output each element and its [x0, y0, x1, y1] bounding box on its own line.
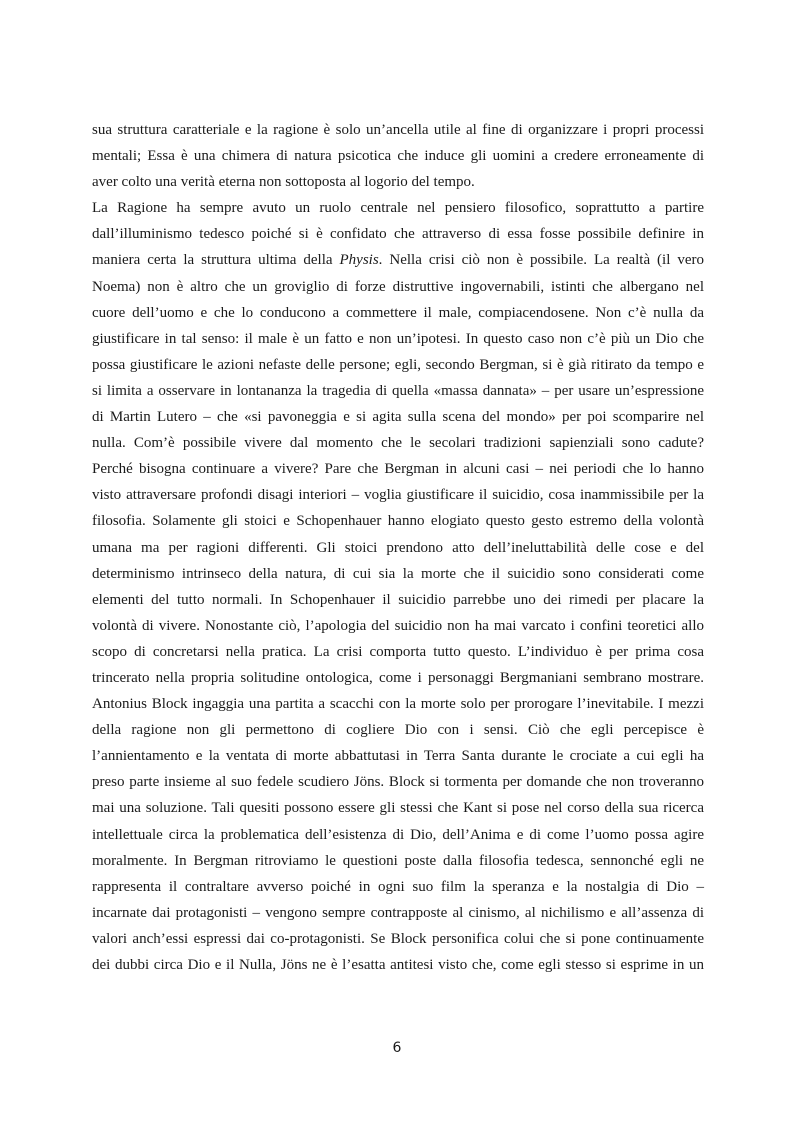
text-line: volontà di vivere. Nonostante ciò, l’apologia del suicidio non ha mai varcato i confini teoretici allo	[92, 617, 704, 634]
text-line: elementi del tutto normali. In Schopenhauer il suicidio parrebbe uno dei rimedi per placare la	[92, 591, 704, 608]
text-line: aver colto una verità eterna non sottoposta al logorio del tempo.	[92, 174, 475, 191]
text-line: umana ma per ragioni differenti. Gli stoici prendono atto dell’ineluttabilità delle cose e del	[92, 539, 704, 556]
text-line: incarnate dai protagonisti – vengono sempre contrapposte al cinismo, al nichilismo e all’assenza di	[92, 904, 704, 921]
text-line: La Ragione ha sempre avuto un ruolo centrale nel pensiero filosofico, soprattutto a partire	[92, 200, 704, 217]
text-line: della ragione non gli permettono di cogliere Dio con i sensi. Ciò che egli percepisce è	[92, 722, 704, 739]
text-line: filosofia. Solamente gli stoici e Schopenhauer hanno elogiato questo gesto estremo della volontà	[92, 513, 704, 530]
text-fragment: . Nella crisi ciò non è possibile. La realtà (il vero	[378, 252, 705, 269]
text-line: Antonius Block ingaggia una partita a scacchi con la morte solo per prorogare l’inevitabile. I mezzi	[92, 696, 704, 713]
text-line: mentali; Essa è una chimera di natura psicotica che induce gli uomini a credere erroneamente di	[92, 148, 704, 165]
text-line: mai una soluzione. Tali quesiti possono essere gli stessi che Kant si pose nel corso della sua ricerca	[92, 800, 704, 817]
body-text	[92, 117, 704, 978]
text-line: dall’illuminismo tedesco poiché si è confidato che attraverso di essa fosse possibile definire in	[92, 226, 704, 243]
text-line: visto attraversare profondi disagi interiori – voglia giustificare il suicidio, cosa inammissibile per la	[92, 487, 704, 504]
physis-term: Physis	[339, 252, 379, 269]
text-fragment: maniera certa la struttura ultima della	[92, 252, 340, 269]
text-line: trincerato nella propria solitudine ontologica, come i personaggi Bergmaniani sembrano mostrare.	[92, 669, 704, 686]
text-line: Noema) non è altro che un groviglio di forze distruttive ingovernabili, istinti che albergano nel	[92, 278, 704, 295]
text-line: dei dubbi circa Dio e il Nulla, Jöns ne è l’esatta antitesi visto che, come egli stesso si esprime in un	[92, 957, 704, 973]
text-line: valori anch’essi espressi dai co-protagonisti. Se Block personifica colui che si pone continuamente	[92, 930, 704, 947]
page-number: 6	[392, 1040, 402, 1056]
text-line: preso parte insieme al suo fedele scudiero Jöns. Block si tormenta per domande che non troveranno	[92, 774, 704, 791]
text-line: possa giustificare le azioni nefaste delle persone; egli, secondo Bergman, si è già ritirato da tempo e	[92, 356, 704, 373]
text-line: sua struttura caratteriale e la ragione è solo un’ancella utile al fine di organizzare i propri processi	[92, 122, 704, 138]
text-line: giustificare in tal senso: il male è un fatto e non un’ipotesi. In questo caso non c’è più un Dio che	[92, 330, 704, 347]
text-line: di Martin Lutero – che «si pavoneggia e si agita sulla scena del mondo» per poi scomparire nel	[92, 409, 704, 426]
text-line: moralmente. In Bergman ritroviamo le questioni poste dalla filosofia tedesca, sennonché egli ne	[92, 852, 704, 869]
text-line	[92, 247, 704, 273]
text-line: intellettuale circa la problematica dell’esistenza di Dio, dell’Anima e di come l’uomo possa agire	[92, 826, 704, 843]
text-line: rappresenta il contraltare avverso poiché in ogni suo film la speranza e la nostalgia di Dio –	[92, 878, 704, 895]
text-line: nulla. Com’è possibile vivere dal momento che le secolari tradizioni sapienziali sono cadute?	[92, 435, 704, 452]
text-line: l’annientamento e la ventata di morte abbattutasi in Terra Santa durante le crociate a cui egli ha	[92, 748, 704, 765]
text-line: si limita a osservare in lontananza la tragedia di quella «massa dannata» – per usare un’espressione	[92, 382, 704, 399]
text-line: determinismo intrinseco della natura, di cui sia la morte che il suicidio sono considerati come	[92, 565, 704, 582]
text-line: scopo di concretarsi nella pratica. La crisi comporta tutto questo. L’individuo è per prima cosa	[92, 643, 704, 660]
text-line: Perché bisogna continuare a vivere? Pare che Bergman in alcuni casi – nei periodi che lo hanno	[92, 461, 704, 478]
text-line: cuore dell’uomo e che lo conducono a commettere il male, compiacendosene. Non c’è nulla da	[92, 304, 704, 321]
